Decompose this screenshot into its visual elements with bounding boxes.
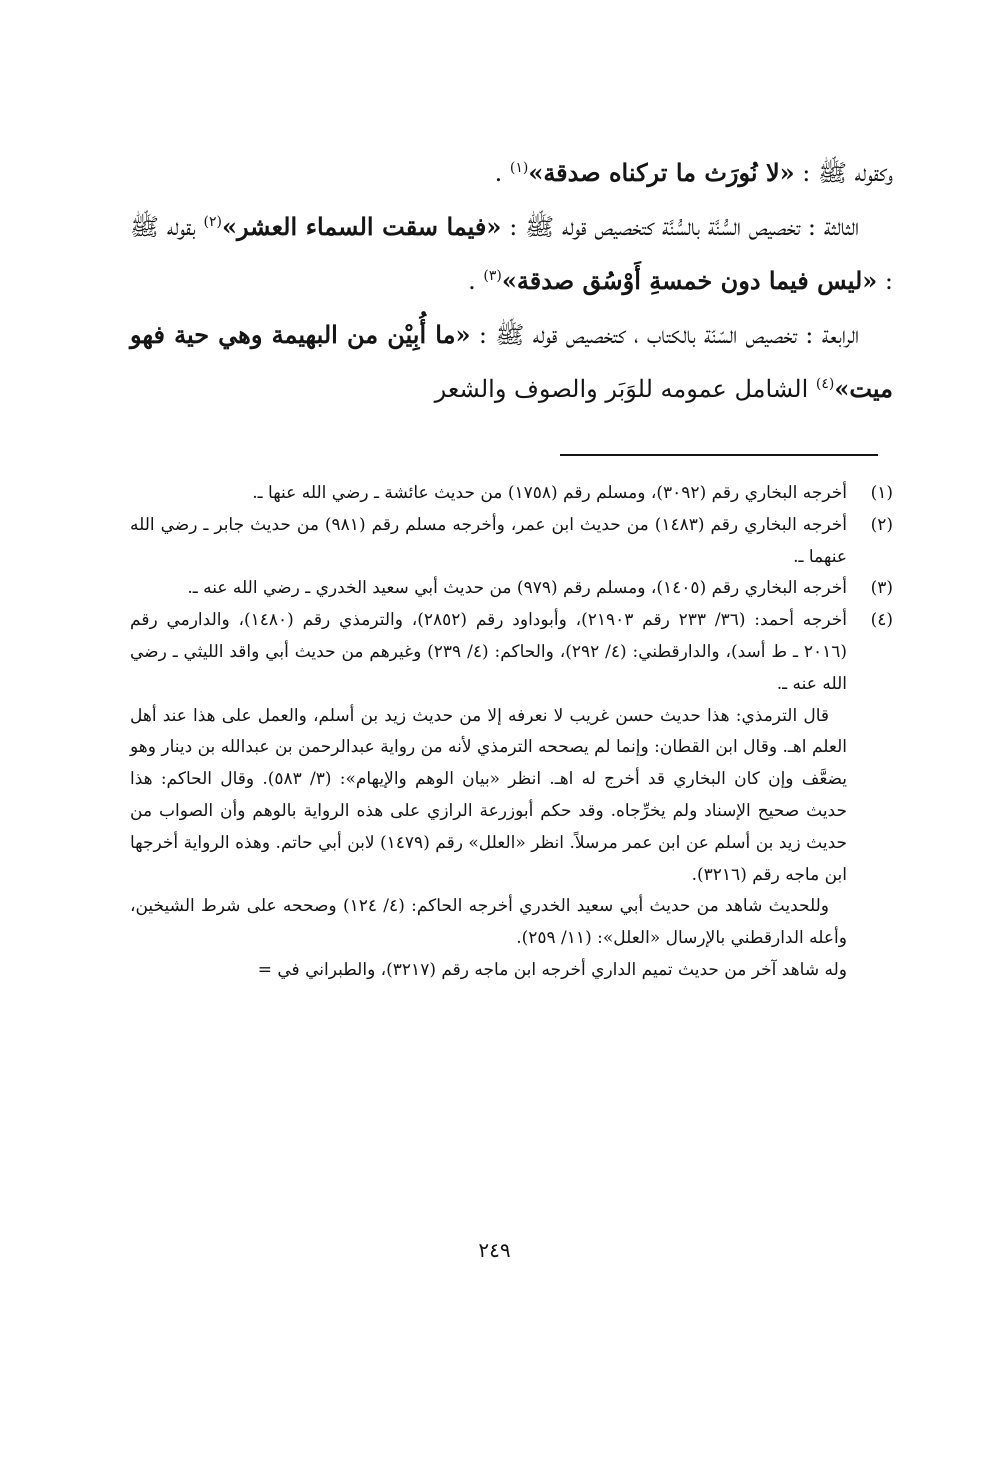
footnote-text: أخرجه البخاري رقم (١٤٨٣) من حديث ابن عمر، وأخرجه مسلم رقم (٩٨١) من حديث جابر ـ رضي الله عنهما ـ. xyxy=(130,514,847,567)
footnote-ref[interactable]: (٣) xyxy=(483,268,502,284)
text-run: . xyxy=(494,159,510,187)
hadith-quote: «فيما سقت السماء العشر» xyxy=(221,212,502,241)
hadith-quote: «ما أُبِيْن من البهيمة وهي حية فهو ميت» xyxy=(130,320,893,403)
main-paragraph-1 xyxy=(130,146,893,200)
footnote-text: أخرجه البخاري رقم (١٤٠٥)، ومسلم رقم (٩٧٩) من حديث أبي سعيد الخدري ـ رضي الله عنه ـ. xyxy=(187,578,847,599)
footnote-3 xyxy=(130,573,893,605)
text-run: وكقوله ﷺ : xyxy=(794,159,893,187)
footnote-paragraph: وللحديث شاهد من حديث أبي سعيد الخدري أخرجه الحاكم: (٤/ ١٢٤) وصححه على شرط الشيخين، وأعله الدارقطني بالإرسال «العلل»: (١١/ ٢٥٩). xyxy=(130,896,847,949)
text-run: بقوله ﷺ : xyxy=(130,213,893,295)
footnote-separator xyxy=(560,454,878,456)
footnote-number: (٤) xyxy=(870,610,893,631)
main-paragraph-2 xyxy=(130,200,893,308)
footnote-paragraph: قال الترمذي: هذا حديث حسن غريب لا نعرفه إلا من حديث زيد بن أسلم، والعمل على هذا عند أهل العلم اهـ. وقال ابن القطان: وإنما لم يصححه الترمذي لأنه من رواية عبدالرحمن بن عبدالله بن دينار وهو يضعَّف وإن كان البخاري قد أخرج له اهـ. انظر «بيان الوهم والإيهام»: (٣/ ٥٨٣). وقال الحاكم: هذا حديث صحيح الإسناد ولم يخرِّجاه. وقد حكم أبوزرعة الرازي على هذه الرواية بالوهم وأن الصواب من حديث زيد بن أسلم عن ابن عمر مرسلاً. انظر «العلل» رقم (١٤٧٩) لابن أبي حاتم. وهذه الرواية أخرجها ابن ماجه رقم (٣٢١٦). xyxy=(130,705,847,885)
footnote-ref[interactable]: (١) xyxy=(509,160,529,176)
footnote-1 xyxy=(130,478,893,510)
footnote-2 xyxy=(130,510,893,574)
hadith-quote: «ليس فيما دون خمسةِ أَوْسُق صدقة» xyxy=(501,266,878,295)
footnote-ref[interactable]: (٤) xyxy=(815,376,835,392)
footnote-number: (٢) xyxy=(870,514,893,535)
text-run: الثالثة : تخصيص السُّنَّة بالسُّنَّة كتخصيص قوله ﷺ : xyxy=(501,213,859,241)
footnote-text: أخرجه أحمد: (٣٦/ ٢٣٣ رقم ٢١٩٠٣)، وأبوداود رقم (٢٨٥٢)، والترمذي رقم (١٤٨٠)، والدارمي رقم (٢٠١٦ ـ ط أسد)، والدارقطني: (٤/ ٢٩٢)، والحاكم: (٤/ ٢٣٩) وغيرهم من حديث أبي واقد الليثي ـ رضي الله عنه ـ. xyxy=(130,610,848,694)
footnote-4 xyxy=(130,605,893,987)
text-run: الشامل عمومه للوَبَر والصوف والشعر xyxy=(434,375,816,403)
main-text xyxy=(130,146,893,416)
footnote-number: (١) xyxy=(870,483,893,503)
page-number: ٢٤٩ xyxy=(478,1238,511,1262)
footnote-ref[interactable]: (٢) xyxy=(203,214,222,230)
footnote-number: (٣) xyxy=(870,578,893,599)
footnote-paragraph: وله شاهد آخر من حديث تميم الداري أخرجه ابن ماجه رقم (٣٢١٧)، والطبراني في = xyxy=(257,959,847,980)
hadith-quote: «لا نُورَث ما تركناه صدقة» xyxy=(528,158,795,187)
text-run: الرابعة : تخصيص السّنّة بالكتاب ، كتخصيص قوله ﷺ : xyxy=(470,321,860,349)
main-paragraph-3 xyxy=(130,308,893,416)
footnotes xyxy=(130,478,893,987)
footnote-text: أخرجه البخاري رقم (٣٠٩٢)، ومسلم رقم (١٧٥٨) من حديث عائشة ـ رضي الله عنها ـ. xyxy=(252,483,847,503)
text-run: . xyxy=(468,267,484,295)
